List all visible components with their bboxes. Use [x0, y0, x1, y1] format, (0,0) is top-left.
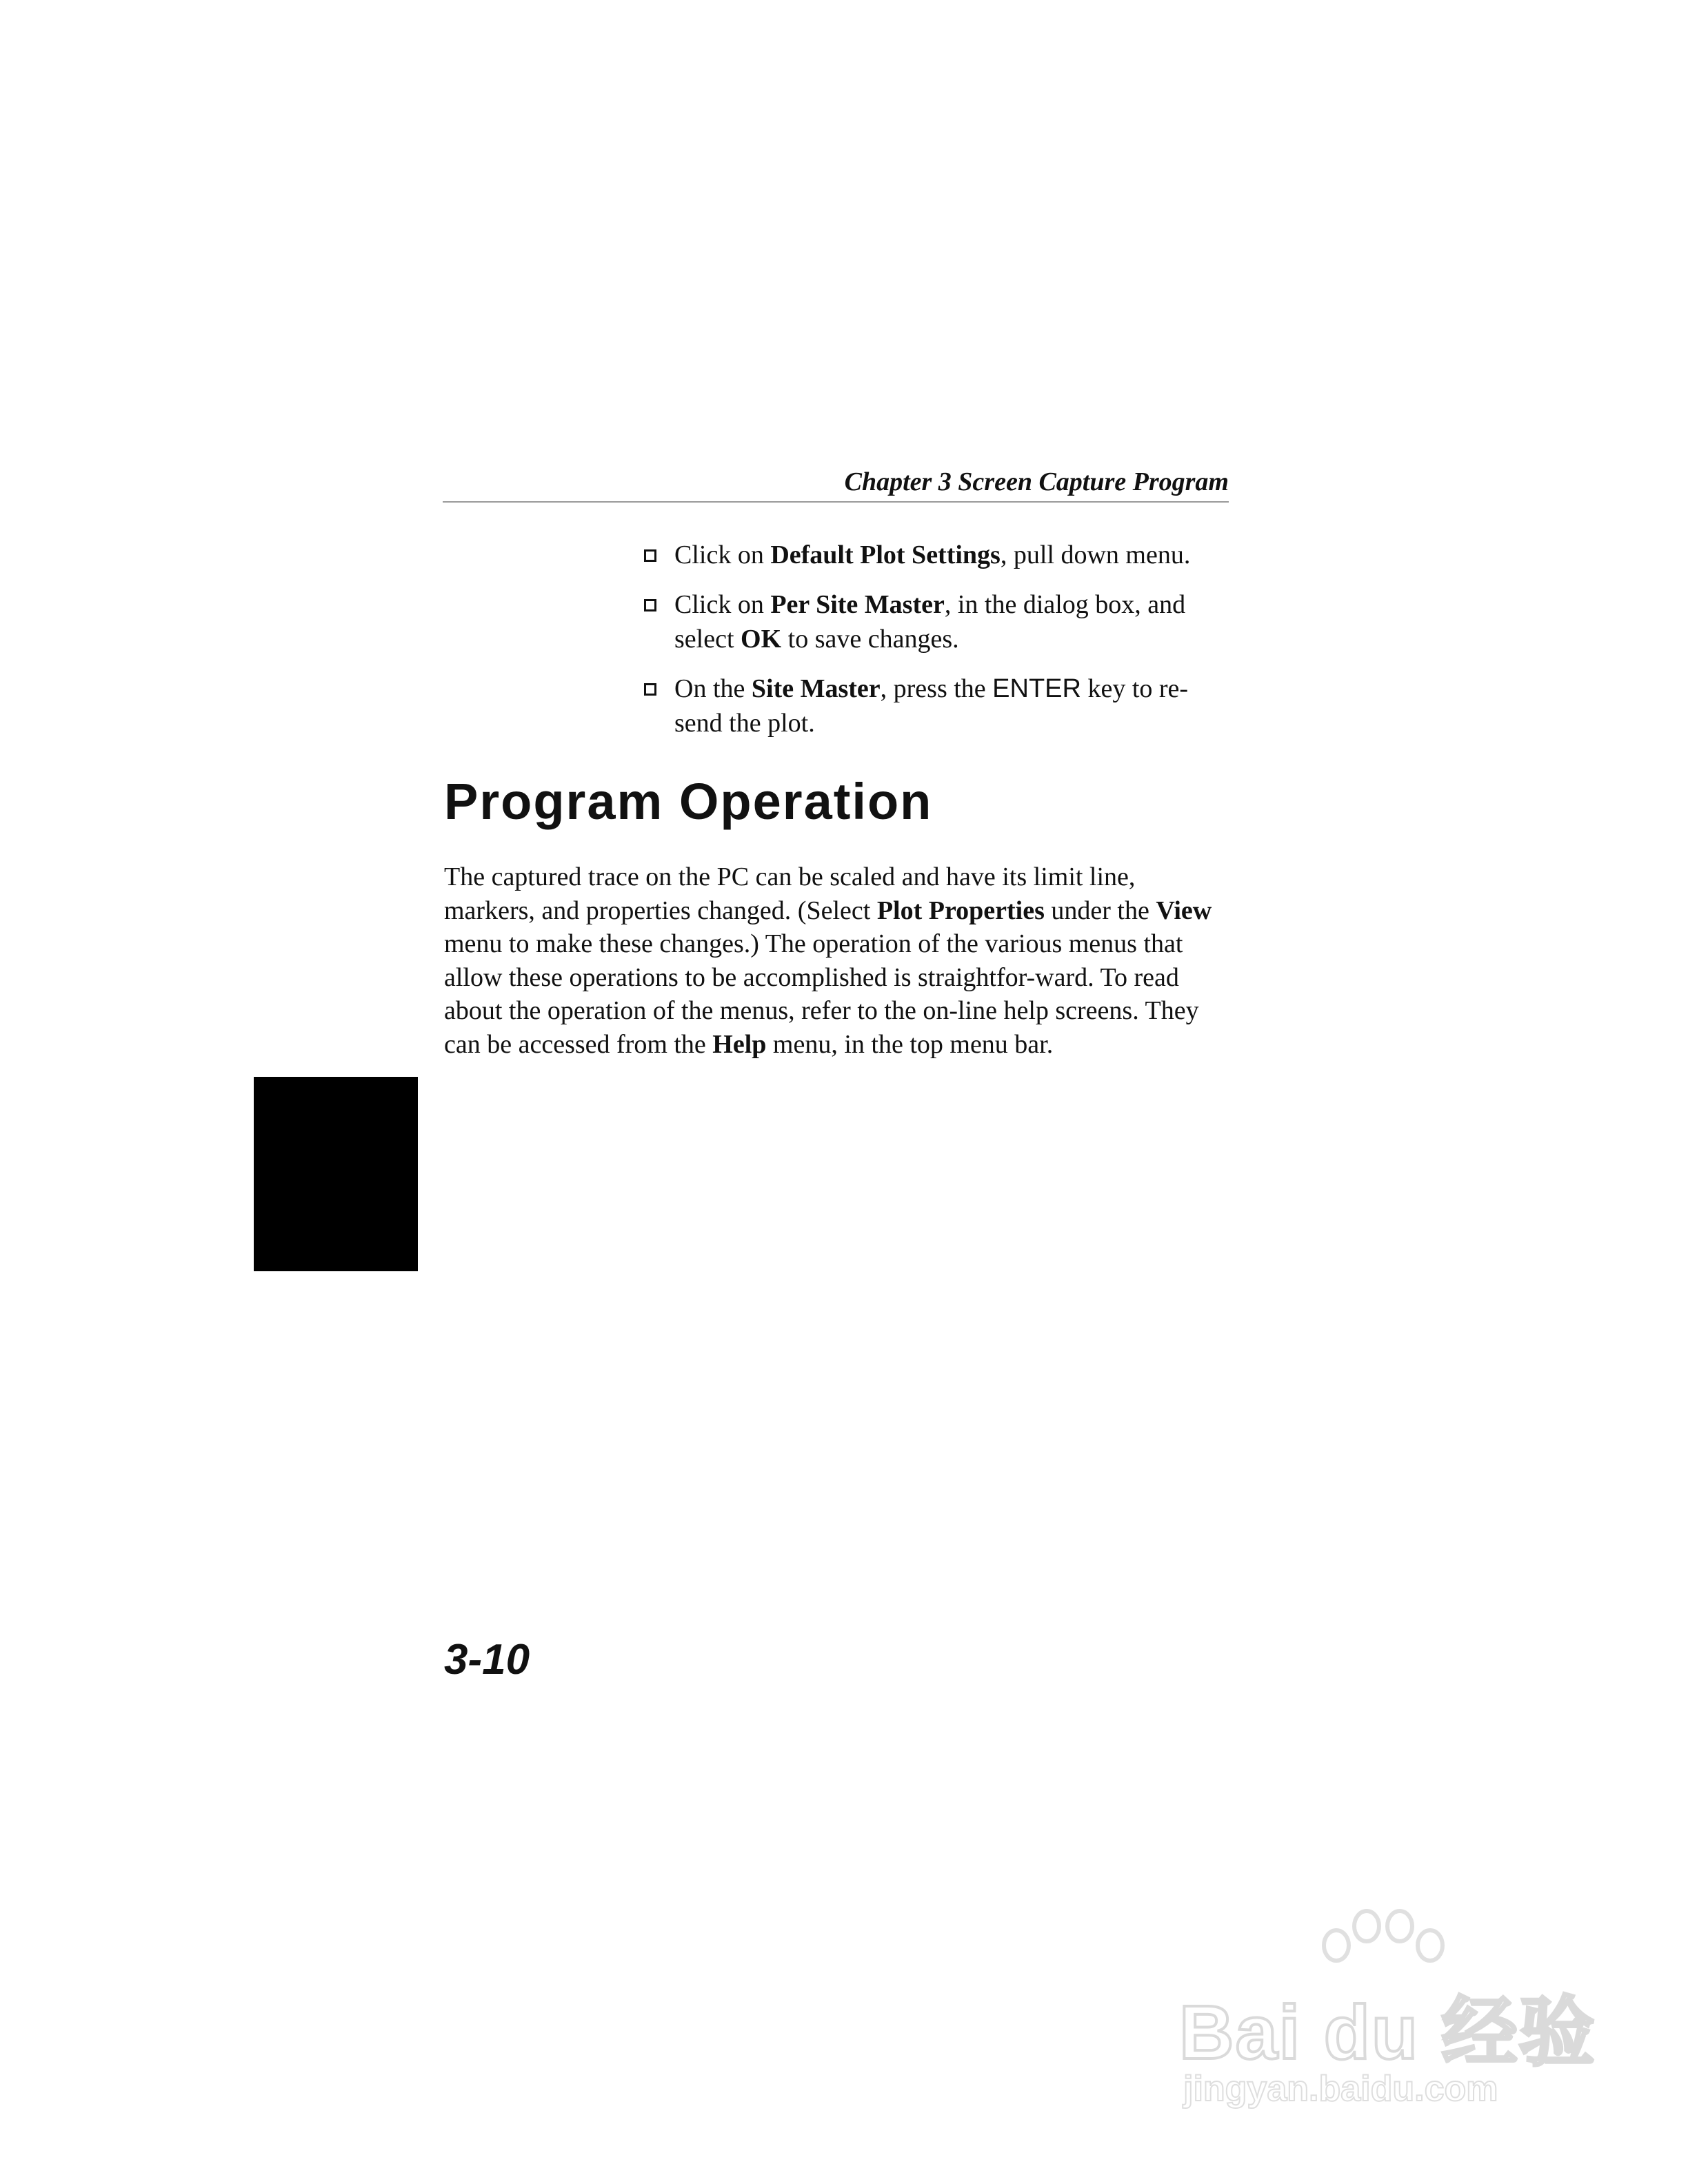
text-run: On the: [674, 674, 752, 703]
text-run: key to re-send the plot.: [674, 674, 1189, 738]
bold-term: Per Site Master: [770, 590, 945, 619]
watermark-brand: Bai du 经验: [1179, 1990, 1596, 2075]
page-number: 3-10: [444, 1636, 530, 1684]
bold-term: View: [1156, 896, 1212, 925]
bullet-item: [644, 538, 1230, 572]
text-run: , pull down menu.: [1000, 540, 1191, 569]
checkbox-bullet-icon: [644, 683, 656, 696]
checkbox-bullet-icon: [644, 549, 656, 562]
bullet-list: [644, 538, 1230, 756]
text-run: The captured trace on the PC can be scaled and have its limit line, markers, and properties changed. (Select: [444, 862, 1136, 925]
running-header: Chapter 3 Screen Capture Program: [844, 467, 1229, 496]
checkbox-bullet-icon: [644, 599, 656, 611]
bullet-item: [644, 671, 1230, 740]
bullet-text: [674, 674, 1188, 738]
watermark-url: jingyan.baidu.com: [1183, 2069, 1498, 2109]
body-paragraph: [444, 860, 1230, 1061]
text-run: menu to make these changes.) The operation of the various menus that allow these operations to be accomplished is straightfor-ward. To read about the operation of the menus, refer to the on-line help screens. They can be accessed from the: [444, 929, 1199, 1059]
baidu-watermark: [1179, 1903, 1596, 2130]
text-run: under the: [1044, 896, 1156, 925]
chapter-thumb-tab: [254, 1077, 418, 1271]
text-run: , in the dialog box, and select: [674, 590, 1186, 654]
bullet-text: [674, 590, 1185, 654]
text-run: to save changes.: [781, 625, 959, 654]
text-run: Click on: [674, 590, 771, 619]
text-run: Click on: [674, 540, 771, 569]
bold-term: Help: [712, 1029, 767, 1059]
bold-term: Site Master: [751, 674, 881, 703]
bold-term: OK: [741, 625, 782, 654]
text-run: ENTER: [992, 674, 1081, 703]
text-run: , press the: [880, 674, 993, 703]
bold-term: Default Plot Settings: [770, 540, 1001, 569]
bullet-text: [674, 540, 1190, 569]
text-run: menu, in the top menu bar.: [766, 1029, 1054, 1059]
bullet-item: [644, 587, 1230, 656]
bold-term: Plot Properties: [876, 896, 1045, 925]
header-rule: [443, 501, 1229, 503]
section-heading: Program Operation: [444, 773, 933, 830]
